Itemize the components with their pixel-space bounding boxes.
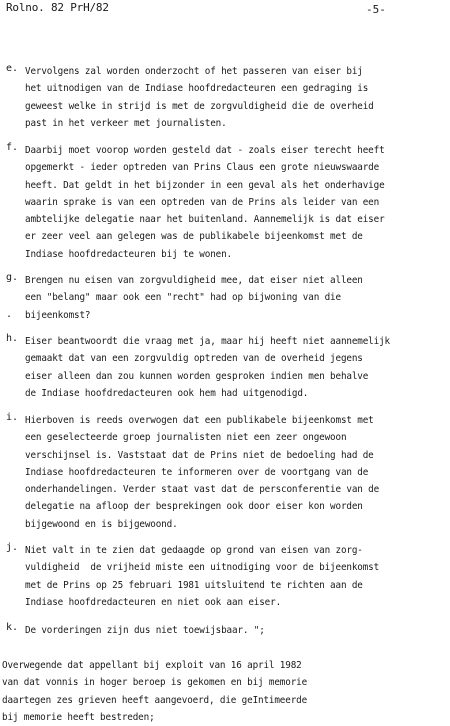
- paragraph-text: Eiser beantwoordt die vraag met ja, maar hij heeft niet aannemelijk gemaakt dat van een zorgvuldig optreden van de overheid jegens eiser alleen dan zou kunnen worden gesproken indien men behalve de Indiase hoofdredacteuren ook hem had uitgenodigd.: [25, 336, 390, 399]
- paragraph-label: h.: [6, 333, 19, 344]
- stray-mark: .: [6, 309, 13, 320]
- paragraph-text: Daarbij moet voorop worden gesteld dat - zoals eiser terecht heeft opgemerkt - ieder optreden van Prins Claus een grote nieuwswaarde heeft. Dat geldt in het bijzonder in een geval als het onderhavige waarin sprake is van een optreden van de Prins als leider van een ambtelijke delegatie naar het buitenland. Aannemelijk is dat eiser er zeer veel aan gelegen was de publikabele bijeenkomst met de Indiase hoofdredacteuren bij te wonen.: [25, 145, 385, 260]
- paragraph-text: Brengen nu eisen van zorgvuldigheid mee, dat eiser niet alleen een "belang" maar ook een "recht" had op bijwoning van die bijeenkomst?: [25, 275, 363, 321]
- paragraph-label: e.: [6, 63, 19, 74]
- paragraph-text: De vorderingen zijn dus niet toewijsbaar. ";: [25, 625, 265, 636]
- paragraph-label: g.: [6, 272, 19, 283]
- closing-paragraph: Overwegende dat appellant bij exploit van 16 april 1982 van dat vonnis in hoger beroep is gekomen en bij memorie daartegen zes grieven heeft aangevoerd, die geIntimeerde bij memorie heeft bestreden;: [2, 660, 308, 723]
- paragraph-label: j.: [6, 542, 19, 553]
- paragraph-text: Vervolgens zal worden onderzocht of het passeren van eiser bij het uitnodigen van de Indiase hoofdredacteuren een gedraging is geweest welke in strijd is met de zorgvuldigheid die de overheid past in het verkeer met journalisten.: [25, 66, 374, 129]
- paragraph-label: f.: [6, 142, 19, 153]
- roll-number: Rolno. 82 PrH/82: [6, 1, 109, 14]
- paragraph-label: i.: [6, 412, 19, 423]
- page-number: -5-: [366, 3, 386, 16]
- paragraph-text: Niet valt in te zien dat gedaagde op grond van eisen van zorg- vuldigheid de vrijheid miste een uitnodiging voor de bijeenkomst met de Prins op 25 februari 1981 uitsluitend te richten aan de Indiase hoofdredacteuren en niet ook aan eiser.: [25, 545, 380, 608]
- paragraph-label: k.: [6, 622, 19, 633]
- paragraph-text: Hierboven is reeds overwogen dat een publikabele bijeenkomst met een geselecteerde groep journalisten niet een zeer ongewoon verschijnsel is. Vaststaat dat de Prins niet de bedoeling had de Indiase hoofdredacteuren te informeren over de voortgang van de onderhandelingen. Verder staat vast dat de persconferentie van de delegatie na afloop der besprekingen ook door eiser kon worden bijgewoond en is bijgewoond.: [25, 415, 380, 530]
